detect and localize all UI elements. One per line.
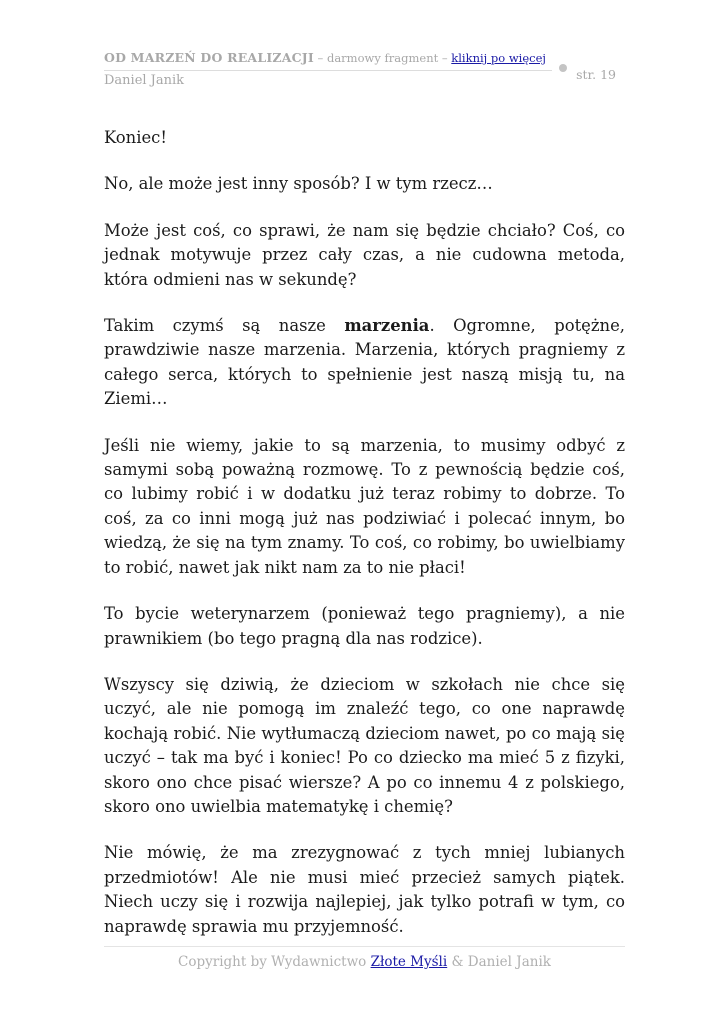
paragraph-text: . Ogromne, potężne, prawdziwie nasze marzenia. Marzenia, których pragniemy z całego serca, których to spełnienie jest naszą misją tu, na Ziemi… <box>104 316 625 409</box>
paragraph: Wszyscy się dziwią, że dzieciom w szkołach nie chce się uczyć, ale nie pomogą im znaleźć tego, co one naprawdę kochają robić. Nie wytłumaczą dzieciom nawet, po co mają się uczyć – tak ma być i koniec! Po co dziecko ma mieć 5 z fizyki, skoro ono chce pisać wiersze? A po co innemu 4 z polskiego, skoro ono uwielbia matematykę i chemię? <box>104 674 625 816</box>
header-separator: – <box>438 51 452 65</box>
copyright-suffix: & Daniel Janik <box>447 954 551 970</box>
page-number: str. 19 <box>576 67 616 82</box>
header-separator: – <box>313 51 327 65</box>
copyright-prefix: Copyright by Wydawnictwo <box>178 954 371 970</box>
paragraph: Koniec! <box>104 128 167 147</box>
paragraph: To bycie weterynarzem (ponieważ tego pragniemy), a nie prawnikiem (bo tego pragną dla nas rodzice). <box>104 604 625 648</box>
paragraph: Może jest coś, co sprawi, że nam się będzie chciało? Coś, co jednak motywuje przez cały czas, a nie cudowna metoda, która odmieni nas w sekundę? <box>104 220 625 289</box>
publisher-link[interactable]: Złote Myśli <box>370 954 448 970</box>
paragraph <box>104 314 625 412</box>
paragraph-text: Takim czymś są nasze <box>104 316 345 336</box>
bullet-dot-icon <box>559 64 567 72</box>
header-title-line <box>104 50 546 65</box>
free-fragment-label: darmowy fragment <box>326 51 439 65</box>
paragraph: Nie mówię, że ma zrezygnować z tych mniej lubianych przedmiotów! Ale nie musi mieć przecież samych piątek. Niech uczy się i rozwija najlepiej, jak tylko potrafi w tym, co naprawdę sprawia mu przyjemność. <box>104 843 625 936</box>
paragraph: No, ale może jest inny sposób? I w tym rzecz… <box>104 174 493 194</box>
page-footer <box>104 954 625 970</box>
more-info-link[interactable]: kliknij po więcej <box>451 51 546 65</box>
emphasized-word: marzenia <box>344 316 430 336</box>
page-header <box>104 50 624 92</box>
header-divider <box>104 70 552 71</box>
header-author: Daniel Janik <box>104 73 185 88</box>
footer-divider <box>104 946 625 947</box>
paragraph: Jeśli nie wiemy, jakie to są marzenia, to musimy odbyć z samymi sobą poważną rozmowę. To z pewnością będzie coś, co lubimy robić i w dodatku już teraz robimy to dobrze. To coś, za co inni mogą już nas podziwiać i polecać innym, bo wiedzą, że się na tym znamy. To coś, co robimy, bo uwielbiamy to robić, nawet jak nikt nam za to nie płaci! <box>104 435 625 577</box>
book-title: OD MARZEŃ DO REALIZACJI <box>104 50 314 65</box>
page-content <box>104 126 625 961</box>
